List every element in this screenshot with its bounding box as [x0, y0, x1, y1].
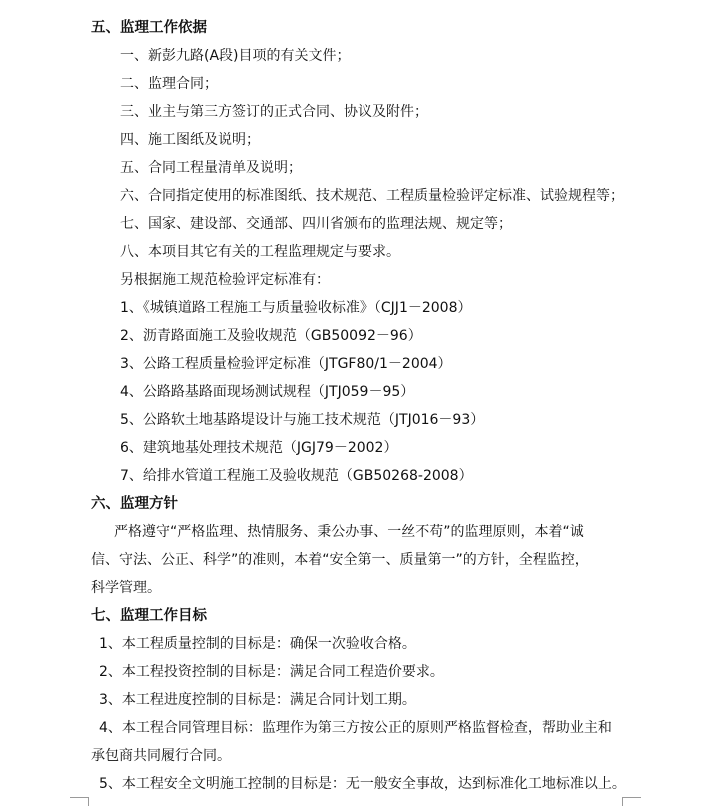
crop-mark-bottom-left: [70, 797, 89, 806]
basis-item: 五、合同工程量清单及说明；: [120, 160, 302, 176]
standard-item: 3、公路工程质量检验评定标准（JTGF80/1－2004）: [120, 356, 452, 372]
standards-intro: 另根据施工规范检验评定标准有：: [120, 272, 330, 288]
paragraph-line: 科学管理。: [91, 580, 161, 596]
goal-item: 2、本工程投资控制的目标是：满足合同工程造价要求。: [99, 664, 444, 680]
goal-item: 5、本工程安全文明施工控制的目标是：无一般安全事故，达到标准化工地标准以上。: [99, 776, 626, 792]
crop-mark-bottom-right: [622, 797, 641, 806]
basis-item: 三、业主与第三方签订的正式合同、协议及附件；: [120, 104, 428, 120]
standard-item: 5、公路软土地基路堤设计与施工技术规范（JTJ016－93）: [120, 412, 485, 428]
paragraph-line: 信、守法、公正、科学”的准则，本着“安全第一、质量第一”的方针，全程监控，: [91, 552, 589, 568]
standard-item: 4、公路路基路面现场测试规程（JTJ059－95）: [120, 384, 415, 400]
standard-item: 2、沥青路面施工及验收规范（GB50092－96）: [120, 328, 422, 344]
basis-item: 二、监理合同；: [120, 76, 218, 92]
goal-item: 1、本工程质量控制的目标是：确保一次验收合格。: [99, 636, 416, 652]
basis-item: 四、施工图纸及说明；: [120, 132, 260, 148]
basis-item: 八、本项目其它有关的工程监理规定与要求。: [120, 244, 400, 260]
section-heading: 五、监理工作依据: [91, 20, 207, 36]
document-page: [91, 14, 691, 798]
goal-item: 4、本工程合同管理目标：监理作为第三方按公正的原则严格监督检查，帮助业主和: [99, 720, 612, 736]
basis-item: 一、新彭九路(A段)目项的有关文件；: [120, 48, 351, 64]
standard-item: 1、《城镇道路工程施工与质量验收标准》（CJJ1－2008）: [120, 300, 472, 316]
standard-item: 7、给排水管道工程施工及验收规范（GB50268-2008）: [120, 468, 473, 484]
basis-item: 六、合同指定使用的标准图纸、技术规范、工程质量检验评定标准、试验规程等；: [120, 188, 624, 204]
standard-item: 6、建筑地基处理技术规范（JGJ79－2002）: [120, 440, 398, 456]
section-heading: 六、监理方针: [91, 496, 178, 512]
paragraph-line: 严格遵守“严格监理、热情服务、秉公办事、一丝不苟”的监理原则，本着“诚: [114, 524, 584, 540]
goal-item: 3、本工程进度控制的目标是：满足合同计划工期。: [99, 692, 416, 708]
section-heading: 七、监理工作目标: [91, 608, 207, 624]
goal-item-continuation: 承包商共同履行合同。: [91, 748, 231, 764]
basis-item: 七、国家、建设部、交通部、四川省颁布的监理法规、规定等；: [120, 216, 512, 232]
